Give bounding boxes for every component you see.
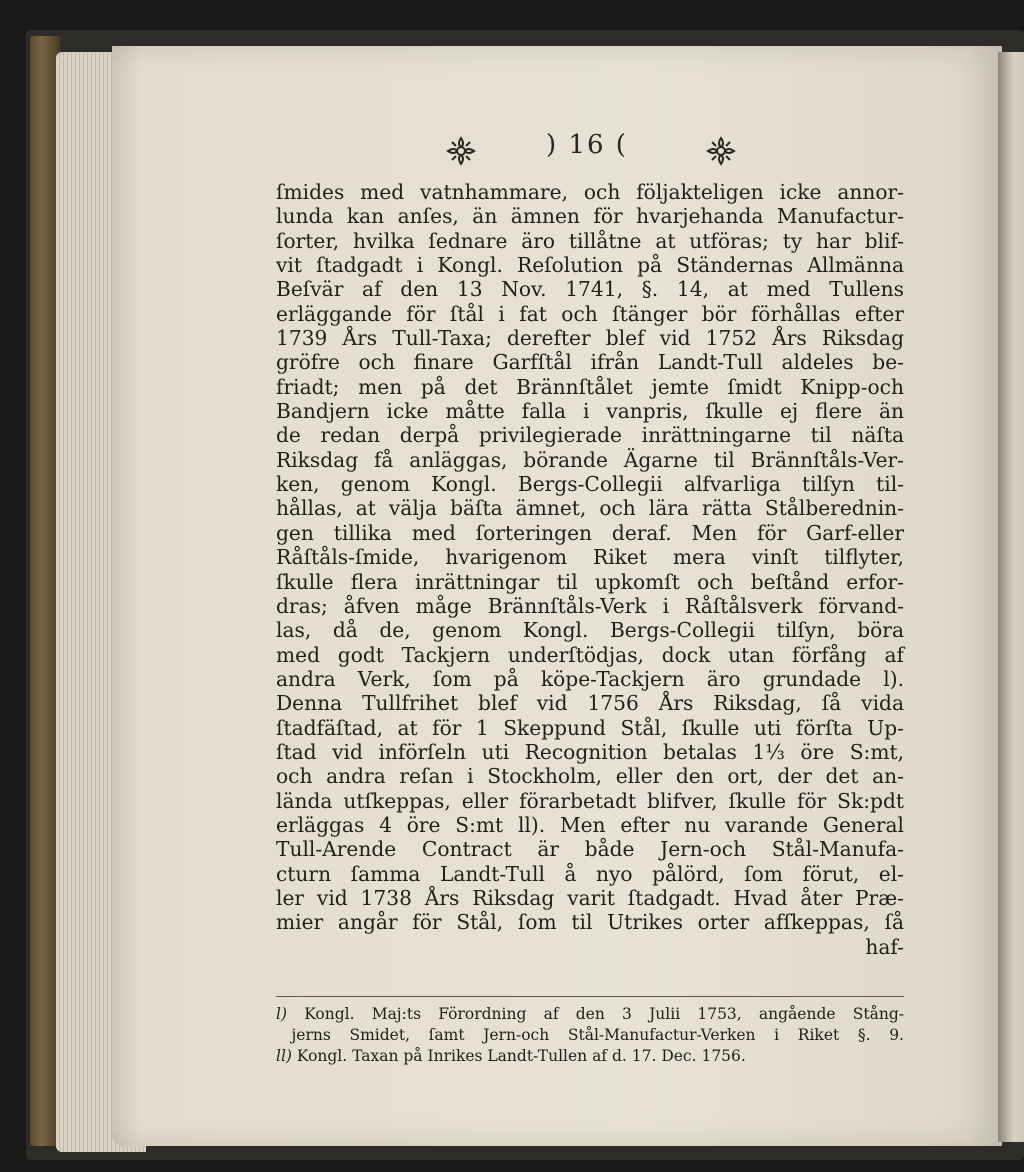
text-line: Denna Tullfrihet blef vid 1756 Års Riksdag, ſå vida	[276, 691, 904, 716]
text-line: Beſvär af den 13 Nov. 1741, §. 14, at med Tullens	[276, 277, 904, 302]
text-line: lända utſkeppas, eller förarbetadt blifver, ſkulle för Sk:pdt	[276, 788, 904, 813]
footnote-text: Kongl. Maj:ts Förordning af den 3 Julii 1753, angående Stång-	[304, 1005, 904, 1023]
page-number: ) 16 (	[546, 130, 628, 160]
footnote-line	[276, 1046, 904, 1067]
footnote-line	[276, 1025, 904, 1046]
text-line: ſtadfäſtad, at för 1 Skeppund Stål, ſkulle uti förſta Up-	[276, 715, 904, 740]
text-line: cturn ſamma Landt-Tull å nyo pålörd, ſom förut, el-	[276, 861, 904, 886]
facing-page-edge	[998, 52, 1024, 1142]
body-text	[276, 180, 904, 959]
floral-ornament-icon	[706, 136, 736, 166]
footnote-mark: ll)	[276, 1047, 292, 1065]
text-line: ler vid 1738 Års Riksdag varit ſtadgadt. Hvad åter Præ-	[276, 885, 904, 910]
text-line: friadt; men på det Brännſtålet jemte ſmidt Knipp-och	[276, 374, 904, 399]
text-line: las, då de, genom Kongl. Bergs-Collegii tilſyn, böra	[276, 618, 904, 643]
text-line: hållas, at välja bäſta ämnet, och lära rätta Stålberednin-	[276, 496, 904, 521]
footnote-mark: l)	[276, 1005, 288, 1023]
text-line: erläggas 4 öre S:mt ll). Men efter nu varande General	[276, 812, 904, 837]
text-line: och andra reſan i Stockholm, eller den ort, der det an-	[276, 764, 904, 789]
text-line: ſmides med vatnhammare, och följakteligen icke annor-	[276, 180, 904, 204]
footnotes	[276, 1004, 904, 1067]
text-line: andra Verk, ſom på köpe-Tackjern äro grundade l).	[276, 666, 904, 691]
text-line: erläggande för ſtål i fat och ſtänger bör förhållas efter	[276, 301, 904, 326]
footnote-rule	[276, 996, 904, 997]
text-line: Tull-Arende Contract är både Jern-och Stål-Manufa-	[276, 837, 904, 862]
text-line: ſkulle flera inrättningar til upkomſt och beſtånd erfor-	[276, 569, 904, 594]
text-line: 1739 Års Tull-Taxa; derefter blef vid 1752 Års Riksdag	[276, 326, 904, 351]
catchword: haf-	[865, 934, 904, 959]
text-line: Riksdag få anläggas, börande Ägarne til Brännſtåls-Ver-	[276, 447, 904, 472]
text-line: mier angår för Stål, ſom til Utrikes orter afſkeppas, ſå	[276, 910, 904, 935]
footnote-line	[276, 1004, 904, 1025]
text-line: ſtad vid införſeln uti Recognition betalas 1⅓ öre S:mt,	[276, 739, 904, 764]
text-line: Råſtåls-ſmide, hvarigenom Riket mera vinſt tilflyter,	[276, 545, 904, 570]
page-header	[430, 130, 770, 174]
footnote-text: jerns Smidet, ſamt Jern-och Stål-Manufactur-Verken i Riket §. 9.	[291, 1026, 904, 1044]
text-line: ſorter, hvilka ſednare äro tillåtne at utföras; ty har blif-	[276, 228, 904, 253]
text-line: lunda kan anſes, än ämnen för hvarjehanda Manufactur-	[276, 204, 904, 229]
text-line: Bandjern icke måtte falla i vanpris, ſkulle ej flere än	[276, 399, 904, 424]
text-line: gröfre och finare Garfſtål ifrån Landt-Tull aldeles be-	[276, 350, 904, 375]
text-line: vit ſtadgadt i Kongl. Reſolution på Ständernas Allmänna	[276, 253, 904, 278]
floral-ornament-icon	[446, 136, 476, 166]
text-line: de redan derpå privilegierade inrättningarne til näſta	[276, 423, 904, 448]
footnote-text: Kongl. Taxan på Inrikes Landt-Tullen af d. 17. Dec. 1756.	[296, 1047, 746, 1065]
text-line: dras; åfven måge Brännſtåls-Verk i Råſtålsverk förvand-	[276, 593, 904, 618]
text-line: gen tillika med ſorteringen deraf. Men för Garf-eller	[276, 520, 904, 545]
text-line: med godt Tackjern underſtödjas, dock utan förfång af	[276, 642, 904, 667]
text-line: ken, genom Kongl. Bergs-Collegii alfvarliga tilſyn til-	[276, 472, 904, 497]
